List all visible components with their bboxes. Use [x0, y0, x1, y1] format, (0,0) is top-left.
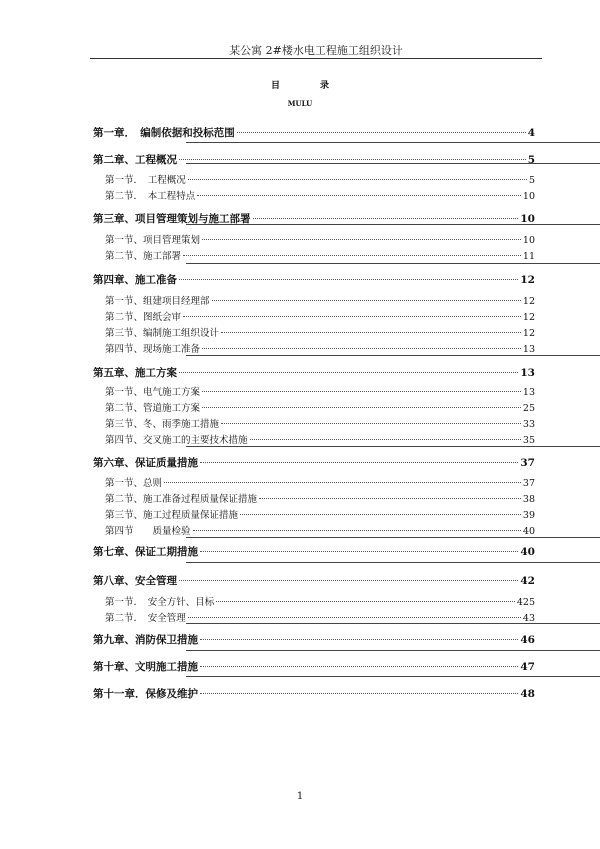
chapter-divider [186, 623, 600, 624]
toc-entry-label: 第一节． 安全方针、目标 [105, 597, 215, 608]
toc-entry-page: 25 [522, 403, 535, 414]
chapter-divider [186, 537, 600, 538]
toc-entry-label: 第四节 质量检验 [105, 526, 191, 537]
toc-chapter-entry[interactable] [93, 687, 535, 701]
toc-entry-page: 11 [522, 251, 535, 262]
toc-section-entry[interactable] [93, 311, 535, 325]
dot-leader [202, 391, 521, 392]
chapter-divider [186, 355, 600, 356]
toc-entry-label: 第二节、施工部署 [105, 251, 182, 262]
toc-entry-label: 第一节、总则 [105, 478, 163, 489]
toc-entry-label: 第三节、编制施工组织设计 [105, 328, 220, 339]
toc-section-entry[interactable] [93, 386, 535, 400]
toc-entry-label: 第二章、工程概况 [93, 154, 177, 166]
toc-chapter-entry[interactable] [93, 366, 535, 380]
toc-entry-label: 第三节、冬、雨季施工措施 [105, 419, 220, 430]
toc-section-entry[interactable] [93, 234, 535, 248]
dot-leader [216, 601, 515, 602]
toc-entry-page: 33 [522, 419, 535, 430]
chapter-divider [186, 163, 600, 164]
dot-leader [253, 218, 519, 219]
toc-entry-page: 12 [520, 274, 535, 286]
toc-section-entry[interactable] [93, 402, 535, 416]
toc-entry-label: 第三章、项目管理策划与施工部署 [93, 213, 251, 225]
toc-entry-page: 5 [527, 154, 535, 166]
toc-entry-page: 10 [520, 213, 535, 225]
toc-subtitle: MULU [287, 99, 313, 108]
toc-entry-label: 第四节、现场施工准备 [105, 344, 201, 355]
toc-entry-label: 第二节、图纸会审 [105, 312, 182, 323]
toc-title [0, 78, 600, 91]
header-rule [90, 58, 542, 59]
toc-section-entry[interactable] [93, 190, 535, 204]
page-header: 某公寓 2#楼水电工程施工组织设计 [229, 44, 403, 57]
toc-entry-label: 第十一章．保修及维护 [93, 688, 198, 700]
toc-section-entry[interactable] [93, 327, 535, 341]
dot-leader [212, 300, 521, 301]
chapter-divider [186, 446, 600, 447]
toc-chapter-entry[interactable] [93, 456, 535, 470]
dot-leader [237, 132, 526, 133]
toc-entry-label: 第四节、交叉施工的主要技术措施 [105, 435, 248, 446]
chapter-divider [186, 562, 600, 563]
toc-entry-label: 第二节． 安全管理 [105, 613, 186, 624]
dot-leader [179, 279, 518, 280]
dot-leader [200, 666, 518, 667]
toc-entry-label: 第五章、施工方案 [93, 367, 177, 379]
toc-entry-label: 第十章、文明施工措施 [93, 661, 198, 673]
toc-entry-page: 40 [520, 546, 535, 558]
toc-entry-label: 第一章． 编制依据和投标范围 [93, 127, 235, 139]
dot-leader [183, 255, 521, 256]
toc-entry-page: 10 [522, 235, 535, 246]
toc-entry-page: 37 [522, 478, 535, 489]
toc-chapter-entry[interactable] [93, 153, 535, 167]
dot-leader [259, 498, 521, 499]
toc-entry-page: 5 [528, 175, 535, 186]
toc-entry-label: 第二节、管道施工方案 [105, 403, 201, 414]
chapter-divider [186, 224, 600, 225]
dot-leader [221, 332, 521, 333]
toc-chapter-entry[interactable] [93, 273, 535, 287]
toc-entry-page: 47 [520, 661, 535, 673]
toc-entry-page: 40 [522, 526, 535, 537]
dot-leader [221, 423, 521, 424]
toc-chapter-entry[interactable] [93, 574, 535, 588]
chapter-divider [186, 142, 600, 143]
toc-title-left: 目 [270, 81, 280, 91]
dot-leader [179, 159, 526, 160]
toc-entry-label: 第七章、保证工期措施 [93, 546, 198, 558]
toc-entry-page: 13 [522, 344, 535, 355]
chapter-divider [186, 676, 600, 677]
toc-section-entry[interactable] [93, 509, 535, 523]
toc-entry-page: 39 [522, 510, 535, 521]
dot-leader [202, 239, 521, 240]
toc-entry-label: 第九章、消防保卫措施 [93, 634, 198, 646]
toc-section-entry[interactable] [93, 477, 535, 491]
toc-chapter-entry[interactable] [93, 545, 535, 559]
toc-section-entry[interactable] [93, 418, 535, 432]
dot-leader [188, 179, 527, 180]
toc-entry-page: 12 [522, 312, 535, 323]
dot-leader [164, 482, 521, 483]
toc-entry-page: 4 [527, 127, 535, 139]
toc-chapter-entry[interactable] [93, 660, 535, 674]
dot-leader [188, 617, 521, 618]
toc-section-entry[interactable] [93, 174, 535, 188]
dot-leader [240, 514, 521, 515]
toc-section-entry[interactable] [93, 295, 535, 309]
toc-entry-label: 第六章、保证质量措施 [93, 457, 198, 469]
toc-entry-page: 13 [522, 387, 535, 398]
toc-entry-label: 第三节、施工过程质量保证措施 [105, 510, 239, 521]
dot-leader [202, 348, 521, 349]
toc-entry-page: 13 [520, 367, 535, 379]
toc-entry-page: 12 [522, 328, 535, 339]
dot-leader [250, 439, 521, 440]
toc-title-right: 录 [320, 81, 330, 91]
toc-chapter-entry[interactable] [93, 633, 535, 647]
chapter-divider [186, 650, 600, 651]
toc-entry-label: 第二节． 本工程特点 [105, 191, 196, 202]
toc-section-entry[interactable] [93, 493, 535, 507]
dot-leader [200, 639, 518, 640]
toc-entry-label: 第八章、安全管理 [93, 575, 177, 587]
toc-entry-label: 第二节、施工准备过程质量保证措施 [105, 494, 258, 505]
toc-entry-page: 43 [522, 613, 535, 624]
toc-section-entry[interactable] [93, 250, 535, 264]
toc-entry-page: 35 [522, 435, 535, 446]
page-number: 1 [296, 791, 304, 802]
dot-leader [193, 530, 521, 531]
dot-leader [200, 462, 518, 463]
toc-entry-label: 第一节． 工程概况 [105, 175, 186, 186]
dot-leader [179, 580, 518, 581]
toc-entry-page: 48 [520, 688, 535, 700]
dot-leader [197, 195, 521, 196]
toc-entry-label: 第四章、施工准备 [93, 274, 177, 286]
dot-leader [200, 693, 518, 694]
dot-leader [200, 551, 518, 552]
toc-entry-label: 第一节、组建项目经理部 [105, 296, 210, 307]
toc-section-entry[interactable] [93, 596, 535, 610]
toc-entry-page: 10 [522, 191, 535, 202]
dot-leader [202, 407, 521, 408]
chapter-divider [186, 263, 600, 264]
toc-entry-label: 第一节、项目管理策划 [105, 235, 201, 246]
toc-chapter-entry[interactable] [93, 126, 535, 140]
toc-entry-page: 46 [520, 634, 535, 646]
toc-entry-page: 42 [520, 575, 535, 587]
dot-leader [179, 372, 518, 373]
toc-entry-label: 第一节、电气施工方案 [105, 387, 201, 398]
toc-entry-page: 38 [522, 494, 535, 505]
dot-leader [183, 316, 521, 317]
toc-entry-page: 37 [520, 457, 535, 469]
toc-entry-page: 425 [516, 597, 535, 608]
toc-entry-page: 12 [522, 296, 535, 307]
